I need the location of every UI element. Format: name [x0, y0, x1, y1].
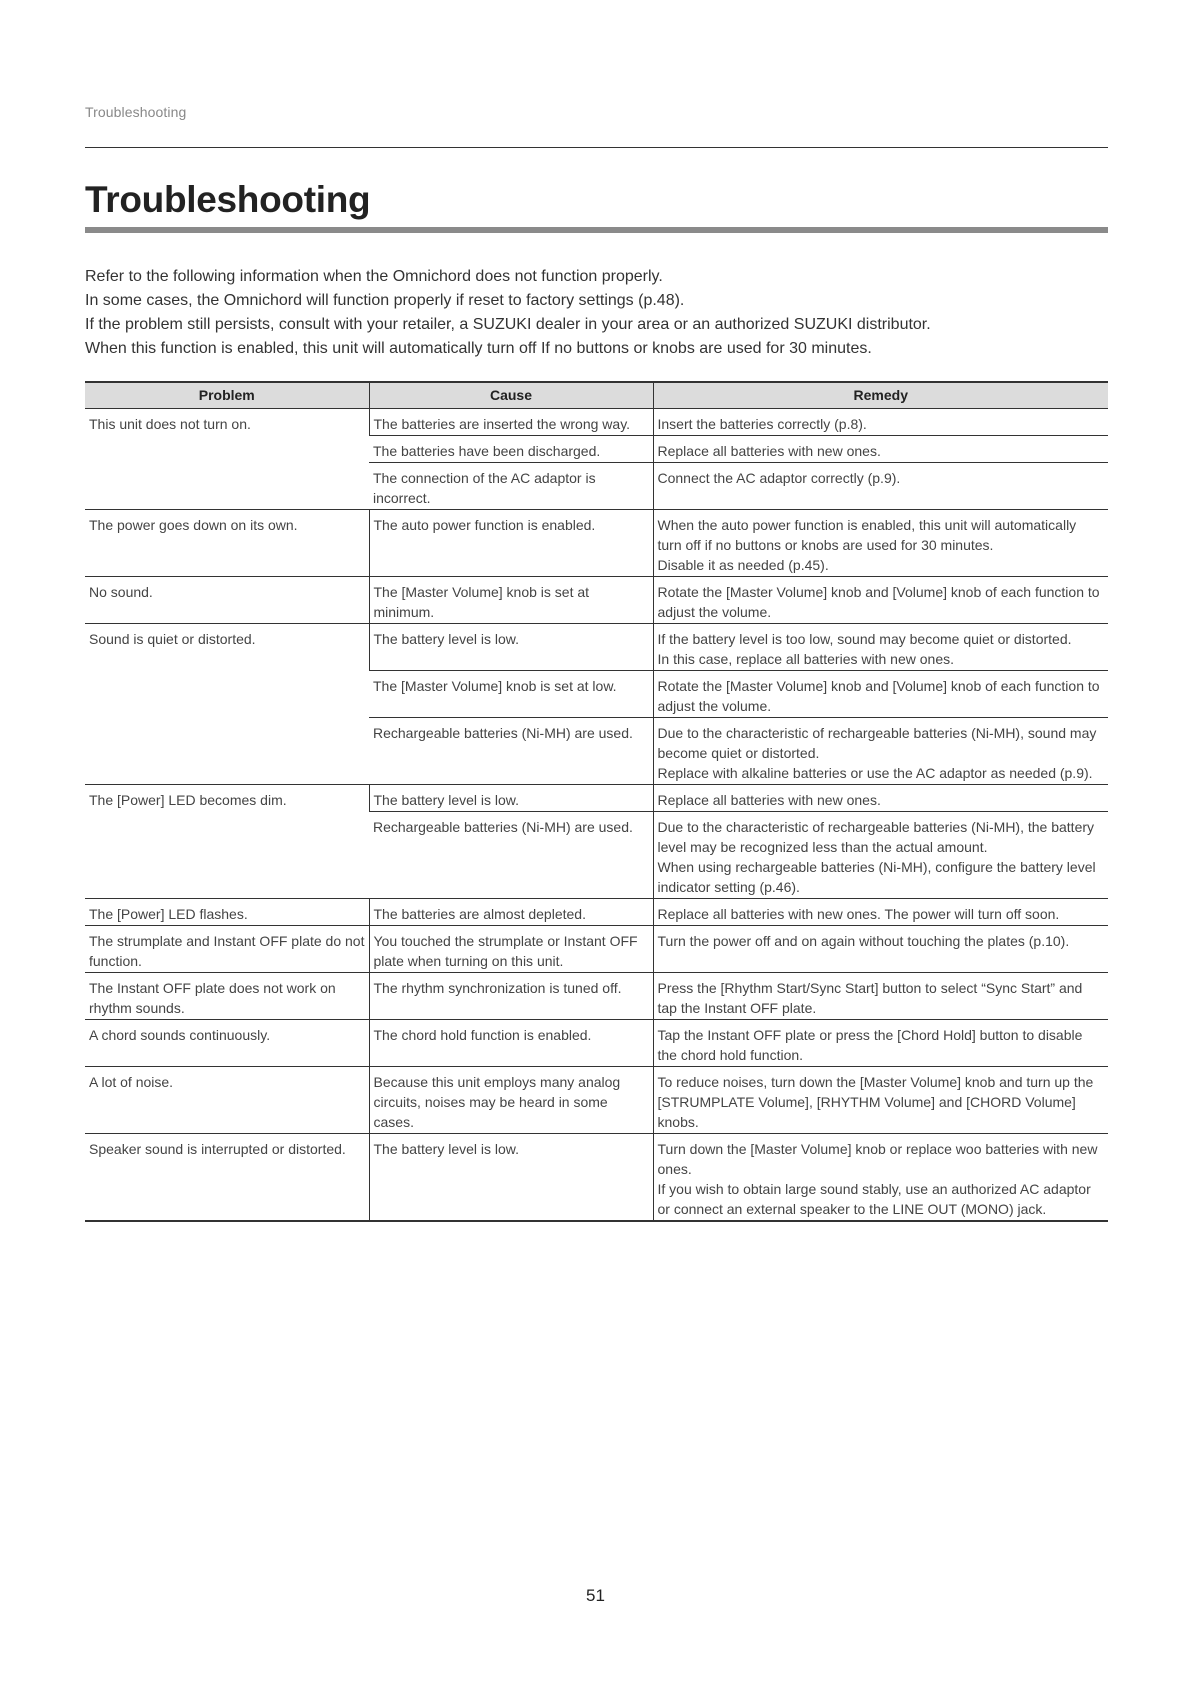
cause-cell: Because this unit employs many analog circuits, noises may be heard in some cases.	[369, 1066, 653, 1133]
header-remedy: Remedy	[653, 382, 1108, 408]
table-row	[85, 972, 1108, 1019]
header-rule	[85, 147, 1108, 148]
problem-cell: A lot of noise.	[85, 1066, 369, 1133]
problem-cell: The [Power] LED flashes.	[85, 898, 369, 925]
remedy-line: Replace all batteries with new ones.	[657, 791, 881, 808]
table-row	[85, 1019, 1108, 1066]
remedy-line: Replace all batteries with new ones. The power will turn off soon.	[657, 905, 1060, 922]
remedy-cell	[653, 670, 1108, 717]
intro-line: In some cases, the Omnichord will function properly if reset to factory settings (p.48).	[85, 292, 685, 309]
header-problem: Problem	[85, 382, 369, 408]
remedy-cell	[653, 408, 1108, 435]
page-title: Troubleshooting	[85, 179, 371, 220]
remedy-line: Rotate the [Master Volume] knob and [Volume] knob of each function to adjust the volume.	[657, 677, 1100, 714]
cause-cell: The connection of the AC adaptor is incorrect.	[369, 462, 653, 509]
problem-cell: The power goes down on its own.	[85, 509, 369, 576]
remedy-line: Connect the AC adaptor correctly (p.9).	[657, 469, 901, 486]
cause-cell: The [Master Volume] knob is set at minimum.	[369, 576, 653, 623]
remedy-line: Insert the batteries correctly (p.8).	[657, 415, 867, 432]
cause-cell: The rhythm synchronization is tuned off.	[369, 972, 653, 1019]
remedy-line: Due to the characteristic of rechargeable batteries (Ni-MH), the battery level may be recognized less than the actual amount.	[657, 818, 1095, 855]
page-number: 51	[586, 1586, 605, 1605]
remedy-cell	[653, 1019, 1108, 1066]
troubleshooting-table	[85, 381, 1108, 1222]
table-row	[85, 784, 1108, 811]
remedy-cell	[653, 1066, 1108, 1133]
remedy-cell	[653, 811, 1108, 898]
problem-cell: Sound is quiet or distorted.	[85, 623, 369, 784]
table-row	[85, 623, 1108, 670]
cause-cell: The battery level is low.	[369, 784, 653, 811]
table-row	[85, 1066, 1108, 1133]
remedy-cell	[653, 576, 1108, 623]
cause-cell: The auto power function is enabled.	[369, 509, 653, 576]
remedy-cell	[653, 898, 1108, 925]
remedy-line: In this case, replace all batteries with new ones.	[657, 650, 954, 667]
remedy-line: Replace with alkaline batteries or use the AC adaptor as needed (p.9).	[657, 764, 1093, 781]
table-header-row	[85, 382, 1108, 408]
problem-cell: The [Power] LED becomes dim.	[85, 784, 369, 898]
problem-cell: No sound.	[85, 576, 369, 623]
table-body	[85, 408, 1108, 1221]
problem-cell: This unit does not turn on.	[85, 408, 369, 509]
remedy-line: Due to the characteristic of rechargeable batteries (Ni-MH), sound may become quiet or distorted.	[657, 724, 1097, 761]
remedy-cell	[653, 1133, 1108, 1221]
table-row	[85, 509, 1108, 576]
problem-cell: A chord sounds continuously.	[85, 1019, 369, 1066]
problem-cell: The strumplate and Instant OFF plate do not function.	[85, 925, 369, 972]
remedy-line: To reduce noises, turn down the [Master Volume] knob and turn up the [STRUMPLATE Volume], [RHYTHM Volume] and [CHORD Volume] knobs.	[657, 1073, 1094, 1130]
intro-line: Refer to the following information when the Omnichord does not function properly.	[85, 268, 663, 285]
cause-cell: The battery level is low.	[369, 1133, 653, 1221]
problem-cell: The Instant OFF plate does not work on rhythm sounds.	[85, 972, 369, 1019]
cause-cell: The chord hold function is enabled.	[369, 1019, 653, 1066]
remedy-cell	[653, 623, 1108, 670]
remedy-line: Tap the Instant OFF plate or press the [Chord Hold] button to disable the chord hold function.	[657, 1026, 1083, 1063]
cause-cell: The battery level is low.	[369, 623, 653, 670]
cause-cell: The batteries are almost depleted.	[369, 898, 653, 925]
remedy-cell	[653, 435, 1108, 462]
cause-cell: Rechargeable batteries (Ni-MH) are used.	[369, 717, 653, 784]
cause-cell: The [Master Volume] knob is set at low.	[369, 670, 653, 717]
remedy-line: If the battery level is too low, sound may become quiet or distorted.	[657, 630, 1072, 647]
remedy-line: Disable it as needed (p.45).	[657, 556, 829, 573]
intro-text	[85, 265, 1108, 361]
cause-cell: Rechargeable batteries (Ni-MH) are used.	[369, 811, 653, 898]
remedy-cell	[653, 717, 1108, 784]
remedy-line: Replace all batteries with new ones.	[657, 442, 881, 459]
header-cause: Cause	[369, 382, 653, 408]
intro-line: If the problem still persists, consult with your retailer, a SUZUKI dealer in your area or an authorized SUZUKI distributor.	[85, 316, 931, 333]
remedy-line: Press the [Rhythm Start/Sync Start] button to select “Sync Start” and tap the Instant OFF plate.	[657, 979, 1083, 1016]
problem-cell: Speaker sound is interrupted or distorted.	[85, 1133, 369, 1221]
table-row	[85, 898, 1108, 925]
remedy-line: If you wish to obtain large sound stably, use an authorized AC adaptor or connect an external speaker to the LINE OUT (MONO) jack.	[657, 1180, 1091, 1217]
cause-cell: You touched the strumplate or Instant OFF plate when turning on this unit.	[369, 925, 653, 972]
table-row	[85, 408, 1108, 435]
remedy-cell	[653, 925, 1108, 972]
remedy-line: Turn the power off and on again without touching the plates (p.10).	[657, 932, 1070, 949]
table-row	[85, 1133, 1108, 1221]
remedy-cell	[653, 509, 1108, 576]
cause-cell: The batteries have been discharged.	[369, 435, 653, 462]
remedy-cell	[653, 972, 1108, 1019]
title-underline-bar	[85, 227, 1108, 233]
remedy-line: When using rechargeable batteries (Ni-MH), configure the battery level indicator setting (p.46).	[657, 858, 1096, 895]
running-header: Troubleshooting	[85, 104, 187, 120]
cause-cell: The batteries are inserted the wrong way.	[369, 408, 653, 435]
remedy-cell	[653, 462, 1108, 509]
remedy-line: Turn down the [Master Volume] knob or replace woo batteries with new ones.	[657, 1140, 1098, 1177]
table-row	[85, 576, 1108, 623]
table-row	[85, 925, 1108, 972]
remedy-line: Rotate the [Master Volume] knob and [Volume] knob of each function to adjust the volume.	[657, 583, 1100, 620]
intro-line: When this function is enabled, this unit will automatically turn off If no buttons or knobs are used for 30 minutes.	[85, 340, 872, 357]
remedy-line: When the auto power function is enabled, this unit will automatically turn off if no buttons or knobs are used for 30 minutes.	[657, 516, 1077, 553]
remedy-cell	[653, 784, 1108, 811]
